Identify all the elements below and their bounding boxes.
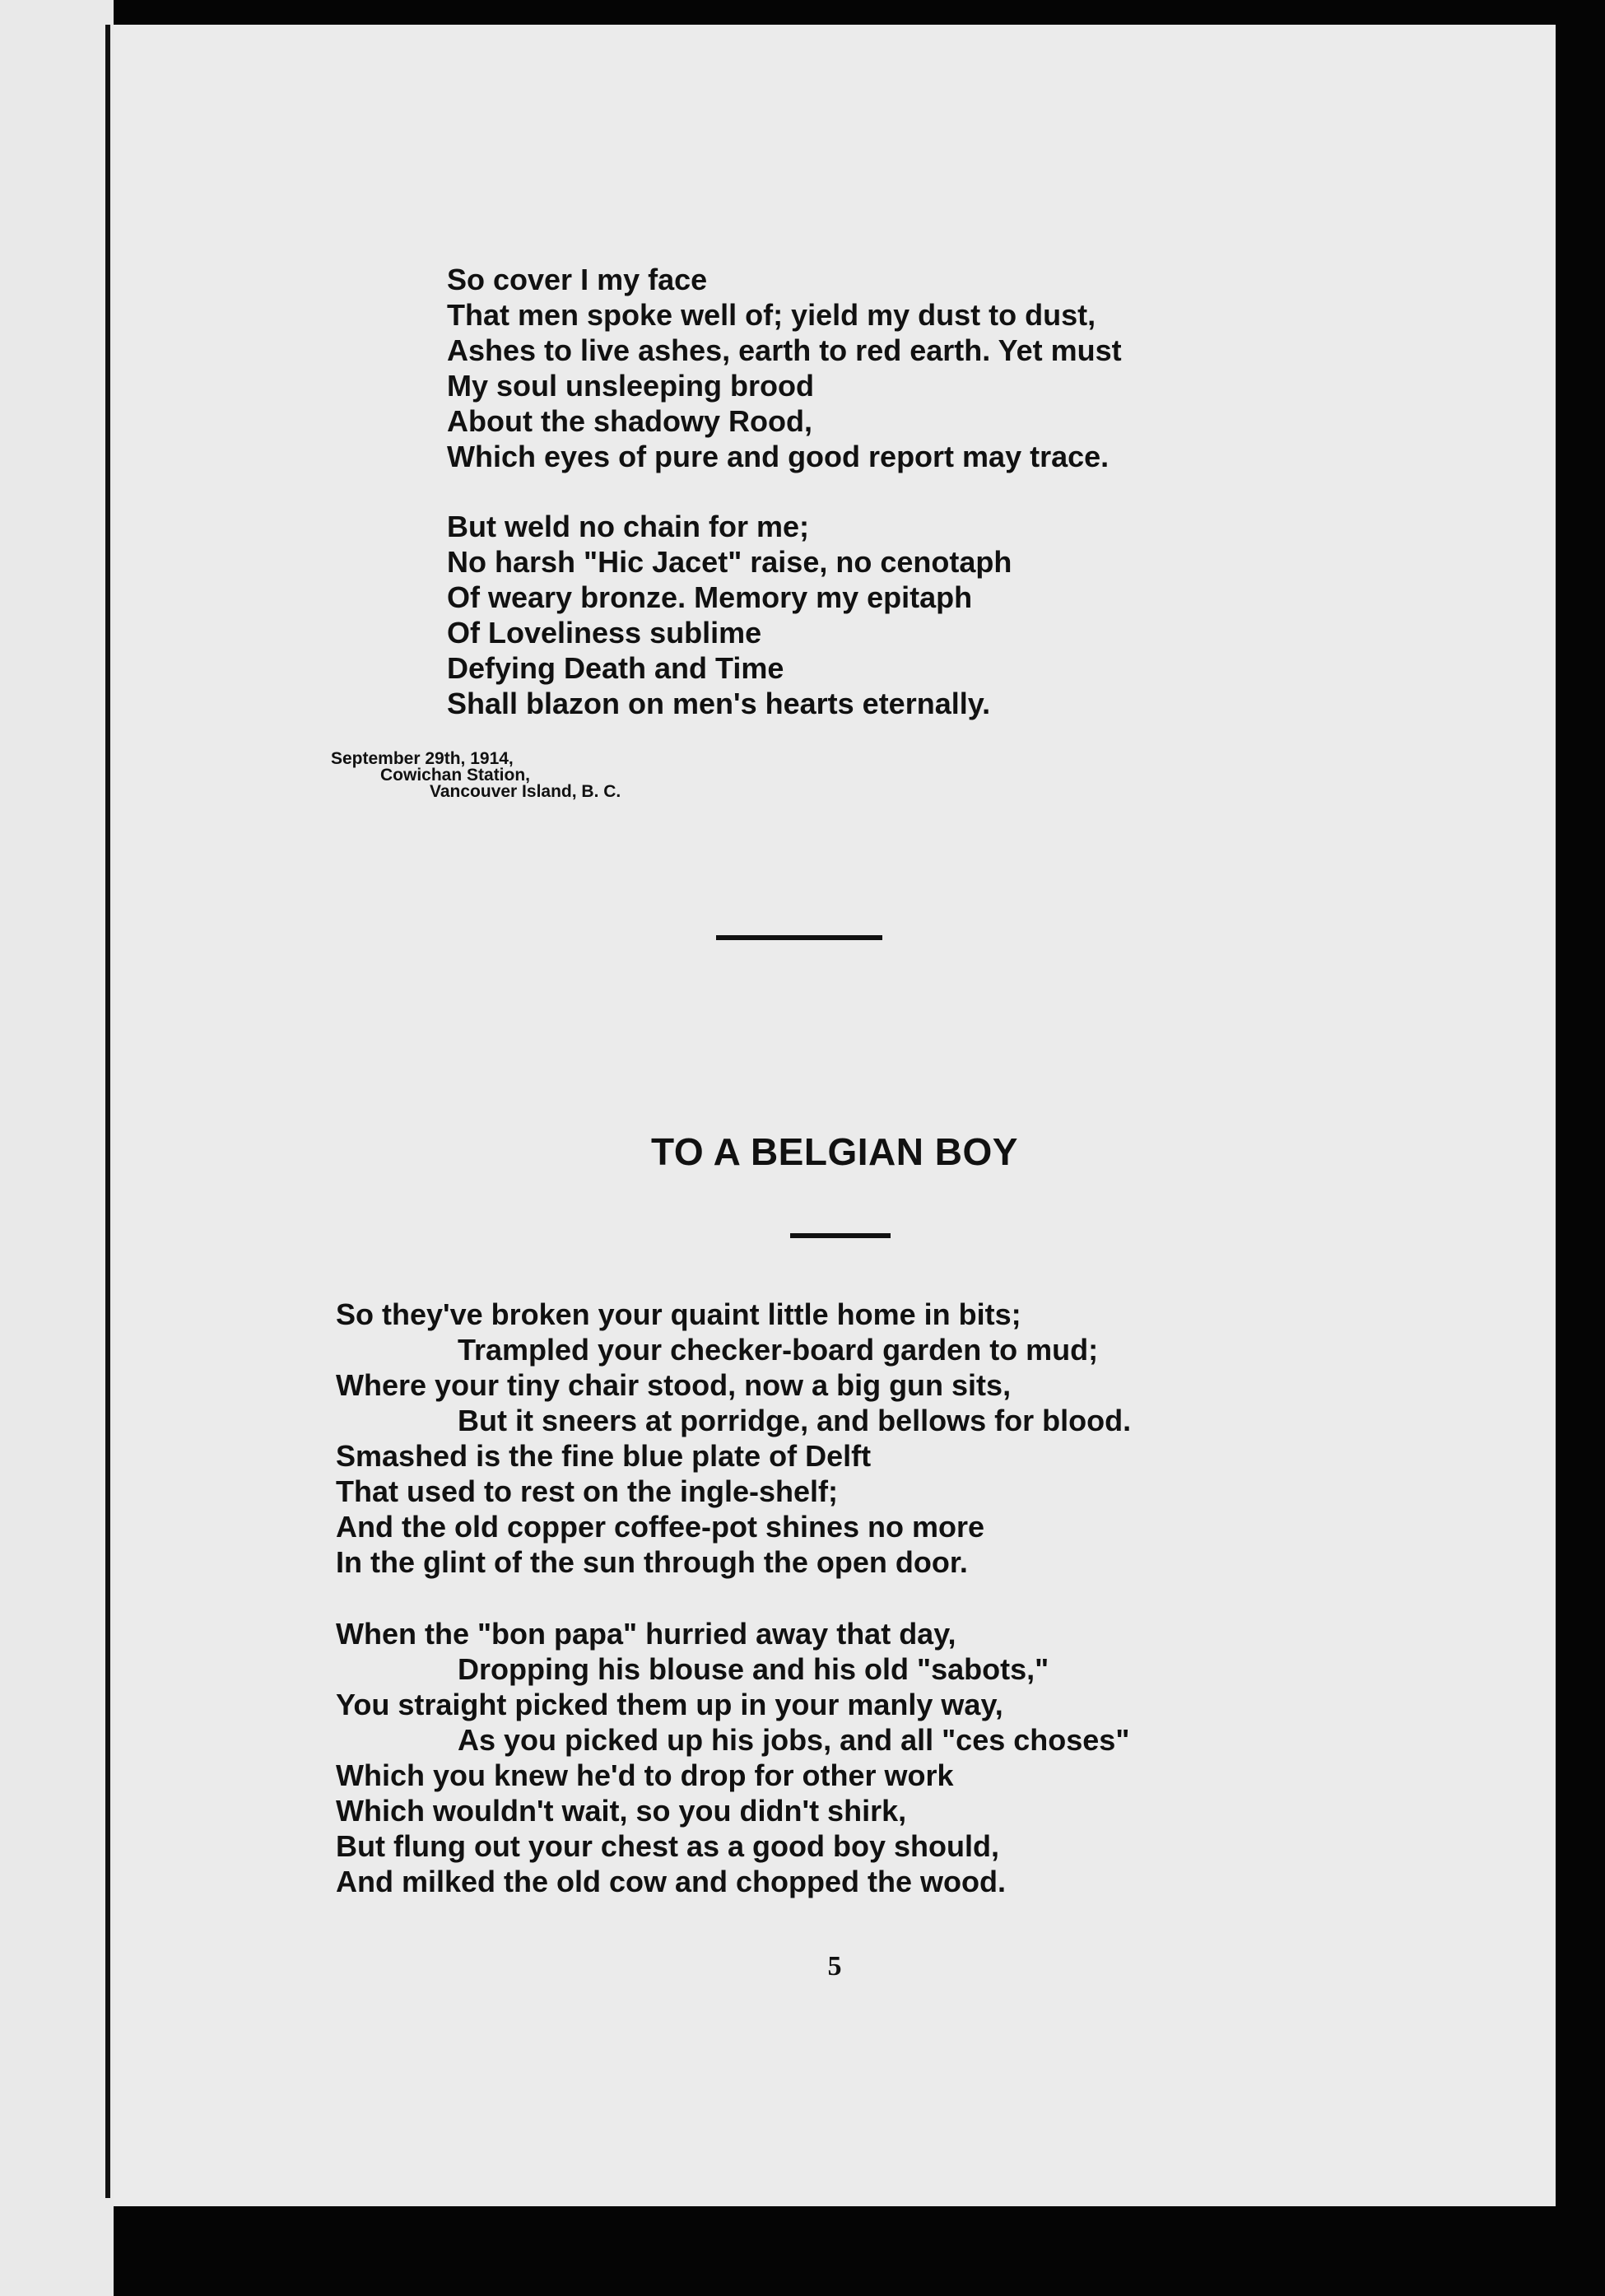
section-divider (716, 935, 882, 940)
poem-line: Ashes to live ashes, earth to red earth. Yet must (447, 333, 1122, 367)
poem-line: My soul unsleeping brood (447, 369, 815, 403)
book-spine (105, 25, 110, 2198)
page-number: 5 (827, 1951, 842, 1982)
previous-poem-stanza-2 (447, 509, 1012, 721)
poem-stanza-2 (336, 1616, 1129, 1899)
poem-dateline (331, 751, 621, 800)
title-underline (790, 1233, 891, 1238)
poem-line: But it sneers at porridge, and bellows for blood. (458, 1404, 1132, 1437)
poem-line: When the "bon papa" hurried away that day, (336, 1617, 956, 1651)
poem-line: So they've broken your quaint little home in bits; (336, 1297, 1021, 1331)
poem-stanza-1 (336, 1297, 1131, 1580)
poem-line: As you picked up his jobs, and all "ces choses" (458, 1723, 1130, 1757)
poem-line: Of Loveliness sublime (447, 616, 762, 650)
poem-line: And milked the old cow and chopped the wood. (336, 1865, 1007, 1898)
poem-line: You straight picked them up in your manly way, (336, 1688, 1003, 1721)
dateline-date: September 29th, 1914, (331, 749, 514, 768)
poem-line: Of weary bronze. Memory my epitaph (447, 580, 973, 614)
previous-poem-stanza-1 (447, 262, 1122, 474)
poem-line: Dropping his blouse and his old "sabots," (458, 1652, 1049, 1686)
poem-line: Which eyes of pure and good report may trace. (447, 440, 1110, 473)
poem-line: So cover I my face (447, 263, 708, 296)
poem-line: About the shadowy Rood, (447, 404, 812, 438)
facing-page-edge (0, 0, 114, 2296)
poem-line: Which you knew he'd to drop for other work (336, 1758, 954, 1792)
dateline-island: Vancouver Island, B. C. (430, 782, 621, 801)
poem-line: Defying Death and Time (447, 651, 784, 685)
poem-line: Where your tiny chair stood, now a big gun sits, (336, 1368, 1012, 1402)
poem-line: Smashed is the fine blue plate of Delft (336, 1439, 872, 1473)
poem-line: But weld no chain for me; (447, 510, 810, 543)
poem-line: But flung out your chest as a good boy should, (336, 1829, 999, 1863)
poem-line: In the glint of the sun through the open door. (336, 1545, 968, 1579)
poem-title: TO A BELGIAN BOY (651, 1130, 1018, 1173)
poem-line: Which wouldn't wait, so you didn't shirk, (336, 1794, 907, 1828)
poem-line: Shall blazon on men's hearts eternally. (447, 687, 991, 720)
dateline-station: Cowichan Station, (380, 766, 531, 785)
book-page (114, 25, 1556, 2206)
poem-line: That used to rest on the ingle-shelf; (336, 1474, 839, 1508)
poem-line: That men spoke well of; yield my dust to dust, (447, 298, 1096, 332)
poem-line: And the old copper coffee-pot shines no more (336, 1510, 985, 1544)
poem-line: Trampled your checker-board garden to mud; (458, 1333, 1099, 1367)
poem-line: No harsh "Hic Jacet" raise, no cenotaph (447, 545, 1012, 579)
